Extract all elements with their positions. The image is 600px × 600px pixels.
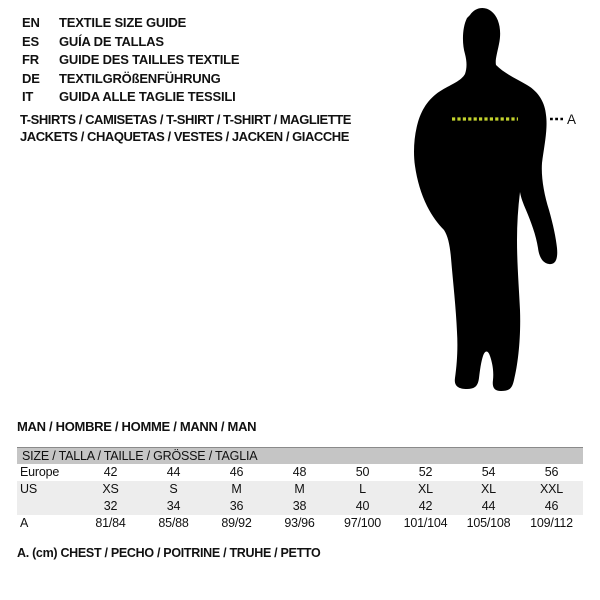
row-label-us-numeric — [17, 498, 79, 515]
us-numeric-size-cell: 42 — [418, 499, 433, 513]
size-table-header: SIZE / TALLA / TAILLE / GRÖSSE / TAGLIA — [17, 447, 583, 464]
chest-cm-cell: 85/88 — [158, 516, 189, 530]
us-size-cell: XL — [418, 482, 433, 496]
table-row-chest-cm — [17, 515, 583, 532]
category-jackets: JACKETS / CHAQUETAS / VESTES / JACKEN / GIACCHE — [20, 128, 349, 144]
chest-cm-cell: 89/92 — [221, 516, 252, 530]
europe-size-cell: 52 — [418, 465, 433, 479]
europe-size-cell: 42 — [103, 465, 118, 479]
chest-measure-footnote: A. (cm) CHEST / PECHO / POITRINE / TRUHE / PETTO — [17, 546, 321, 560]
legend-label-it: GUIDA ALLE TAGLIE TESSILI — [59, 89, 236, 104]
europe-size-cell: 56 — [544, 465, 559, 479]
legend-row-de — [22, 70, 239, 89]
us-numeric-size-cell: 40 — [355, 499, 370, 513]
us-numeric-size-cell: 34 — [166, 499, 181, 513]
legend-code-en: EN — [22, 15, 40, 30]
legend-label-en: TEXTILE SIZE GUIDE — [59, 15, 187, 30]
table-row-europe — [17, 464, 583, 481]
us-size-cell: XXL — [539, 482, 564, 496]
legend-label-de: TEXTILGRÖßENFÜHRUNG — [59, 70, 221, 86]
row-label-a: A — [20, 516, 29, 530]
europe-size-cell: 54 — [481, 465, 496, 479]
europe-size-cell: 46 — [229, 465, 244, 479]
legend-code-it: IT — [22, 89, 34, 104]
legend-code-fr: FR — [22, 52, 39, 67]
legend-row-fr — [22, 51, 239, 70]
legend-code-es: ES — [22, 33, 39, 49]
chest-cm-cell: 81/84 — [95, 516, 126, 530]
chest-cm-cell: 109/112 — [530, 516, 573, 530]
us-numeric-size-cell: 38 — [292, 499, 307, 513]
chest-cm-cell: 97/100 — [343, 516, 382, 530]
us-size-cell: M — [231, 482, 242, 496]
europe-size-cell: 44 — [166, 465, 181, 479]
language-legend — [22, 14, 239, 107]
us-size-cell: L — [359, 482, 366, 496]
us-size-cell: S — [169, 482, 178, 496]
us-size-cell: XL — [481, 482, 496, 496]
table-row-us-letter — [17, 481, 583, 498]
us-size-cell: XS — [102, 482, 119, 496]
garment-categories — [20, 112, 351, 145]
europe-size-cell: 50 — [355, 465, 370, 479]
legend-row-en — [22, 14, 239, 33]
row-label-us: US — [20, 482, 37, 496]
legend-label-es: GUÍA DE TALLAS — [59, 33, 164, 49]
chest-cm-cell: 93/96 — [284, 516, 315, 530]
legend-label-fr: GUIDE DES TAILLES TEXTILE — [59, 52, 240, 67]
row-label-europe: Europe — [20, 465, 60, 479]
chest-measure-label: A — [567, 112, 577, 127]
us-numeric-size-cell: 36 — [229, 499, 244, 513]
man-silhouette — [414, 8, 557, 391]
man-silhouette-figure — [395, 2, 590, 398]
chest-cm-cell: 101/104 — [403, 516, 448, 530]
size-table — [17, 447, 583, 532]
section-title-man: MAN / HOMBRE / HOMME / MANN / MAN — [17, 419, 257, 434]
chest-cm-cell: 105/108 — [466, 516, 511, 530]
category-tshirts: T-SHIRTS / CAMISETAS / T-SHIRT / T-SHIRT / MAGLIETTE — [20, 112, 351, 127]
us-numeric-size-cell: 46 — [544, 499, 559, 513]
europe-size-cell: 48 — [292, 465, 307, 479]
table-row-us-numeric — [17, 498, 583, 515]
legend-code-de: DE — [22, 70, 40, 86]
legend-row-es — [22, 33, 239, 52]
us-size-cell: M — [294, 482, 305, 496]
us-numeric-size-cell: 44 — [481, 499, 496, 513]
us-numeric-size-cell: 32 — [103, 499, 118, 513]
legend-row-it — [22, 88, 239, 107]
